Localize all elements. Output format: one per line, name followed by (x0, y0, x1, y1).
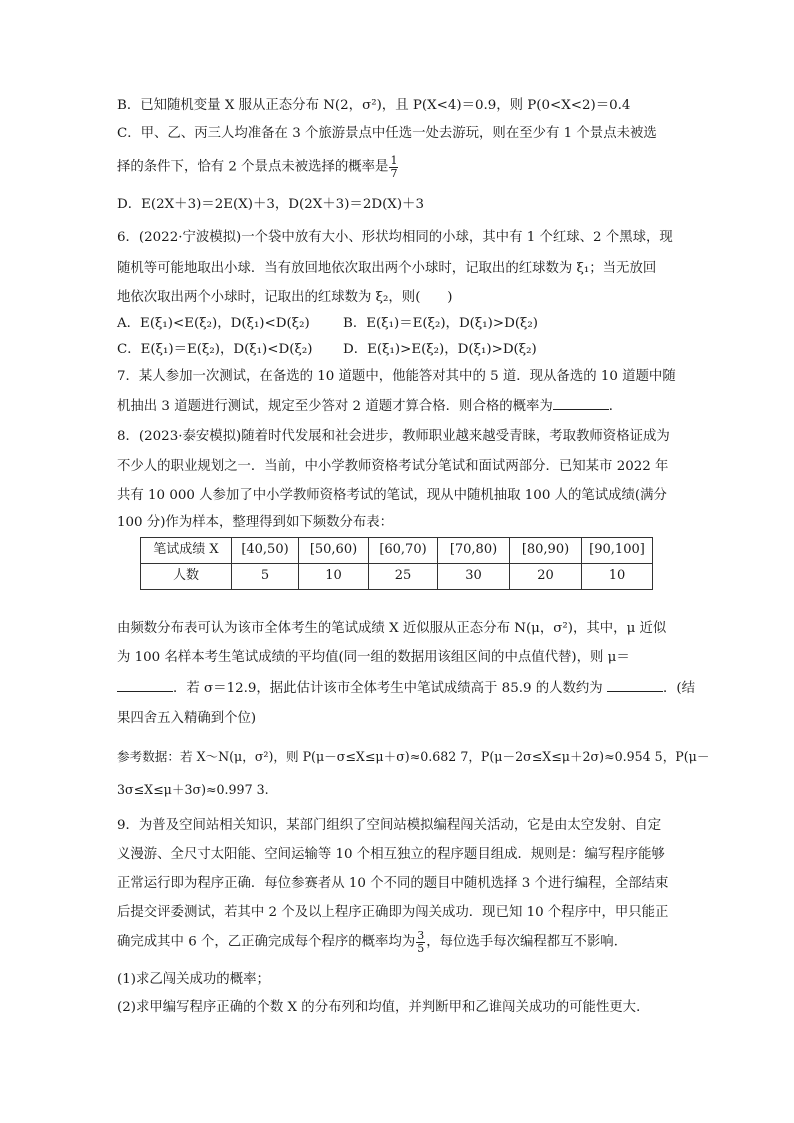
q6-option-d: D．E(ξ₁)>E(ξ₂)，D(ξ₁)>D(ξ₂) (343, 342, 537, 357)
q6-line3: 地依次取出两个小球时，记取出的红球数为 ξ₂，则( ) (117, 290, 453, 305)
answer-blank (553, 397, 609, 410)
q9-line5-text: 确完成其中 6 个，乙正确完成每个程序的概率均为 (117, 934, 416, 950)
table-row (141, 564, 653, 590)
q8-reference-line1: 参考数据：若 X～N(μ，σ²)，则 P(μ－σ≤X≤μ＋σ)≈0.682 7，P(μ－2σ≤X≤μ＋2σ)≈0.954 5，P(μ－ (117, 749, 710, 764)
table-cell: 笔试成绩 X (141, 538, 232, 564)
q9-line2: 义漫游、全尺寸太阳能、空间运输等 10 个相互独立的程序题目组成．规则是：编写程序能够 (117, 847, 665, 862)
q7-line2-text: 机抽出 3 道题进行测试，规定至少答对 2 道题才算合格．则合格的概率为 (117, 399, 553, 414)
q9-line3: 正常运行即为程序正确．每位参赛者从 10 个不同的题目中随机选择 3 个进行编程，全部结束 (117, 876, 669, 891)
q9-fraction (416, 930, 425, 954)
table-cell: [40,50) (232, 538, 299, 564)
table-cell: [60,70) (369, 538, 438, 564)
table-cell: 人数 (141, 564, 232, 590)
answer-blank (607, 679, 663, 692)
q7-line2 (117, 397, 622, 414)
q9-subquestion-2: (2)求甲编写程序正确的个数 X 的分布列和均值，并判断甲和乙谁闯关成功的可能性更大． (117, 1000, 650, 1015)
q8-after-table-line3 (117, 679, 695, 696)
q8-after-table-line1: 由频数分布表可认为该市全体考生的笔试成绩 X 近似服从正态分布 N(μ，σ²)，其中，μ 近似 (117, 621, 667, 636)
q6-option-c: C．E(ξ₁)＝E(ξ₂)，D(ξ₁)<D(ξ₂) (117, 342, 313, 357)
q5-option-c-text: 择的条件下，恰有 2 个景点未被选择的概率是 (117, 159, 389, 175)
q8-line2: 不少人的职业规划之一．当前，中小学教师资格考试分笔试和面试两部分．已知某市 2022 年 (117, 459, 669, 474)
q6-option-a: A．E(ξ₁)<E(ξ₂)，D(ξ₁)<D(ξ₂) (117, 316, 310, 331)
q5-option-c-line2 (117, 155, 399, 179)
fraction-numerator: 3 (417, 929, 425, 942)
table-cell: 10 (582, 564, 653, 590)
table-cell: 20 (510, 564, 582, 590)
q9-subquestion-1: (1)求乙闯关成功的概率； (117, 972, 270, 987)
q6-option-b: B．E(ξ₁)＝E(ξ₂)，D(ξ₁)>D(ξ₂) (343, 316, 539, 331)
q8-line3: 共有 10 000 人参加了中小学教师资格考试的笔试，现从中随机抽取 100 人的笔试成绩(满分 (117, 488, 667, 503)
q9-line1: 9．为普及空间站相关知识，某部门组织了空间站模拟编程闯关活动，它是由太空发射、自定 (117, 818, 662, 833)
q7-line1: 7．某人参加一次测试，在备选的 10 道题中，他能答对其中的 5 道．现从备选的 10 道题中随 (117, 369, 676, 384)
table-cell: 30 (438, 564, 510, 590)
table-cell: 10 (299, 564, 369, 590)
fraction-numerator: 1 (390, 154, 398, 167)
q5-option-d: D．E(2X＋3)＝2E(X)＋3，D(2X＋3)＝2D(X)＋3 (117, 197, 424, 212)
table-cell: [80,90) (510, 538, 582, 564)
q9-line5-suffix: ，每位选手每次编程都互不影响． (426, 934, 628, 950)
table-cell: 5 (232, 564, 299, 590)
q8-after-table-line2: 为 100 名样本考生笔试成绩的平均值(同一组的数据用该组区间的中点值代替)，则 μ＝ (117, 650, 630, 665)
table-cell: [90,100] (582, 538, 653, 564)
fraction-denominator: 7 (390, 166, 398, 180)
table-cell: 25 (369, 564, 438, 590)
q8-after-table-line4: 果四舍五入精确到个位) (117, 711, 257, 726)
q8-line3-end: ．(结 (662, 681, 695, 696)
fraction-denominator: 5 (417, 941, 425, 955)
q7-line2-end: ． (608, 399, 623, 414)
q6-line1: 6．(2022·宁波模拟)一个袋中放有大小、形状均相同的小球，其中有 1 个红球、2 个黑球，现 (117, 230, 673, 245)
q5-option-b: B．已知随机变量 X 服从正态分布 N(2，σ²)，且 P(X<4)＝0.9，则 P(0<X<2)＝0.4 (117, 98, 631, 113)
table-cell: [50,60) (299, 538, 369, 564)
answer-blank (117, 679, 173, 692)
q9-line4: 后提交评委测试，若其中 2 个及以上程序正确即为闯关成功．现已知 10 个程序中，甲只能正 (117, 905, 669, 920)
frequency-table (140, 537, 653, 590)
q5-option-c-fraction (389, 155, 398, 179)
q8-reference-line2: 3σ≤X≤μ＋3σ)≈0.997 3. (117, 782, 269, 797)
table-header-row (141, 538, 653, 564)
q9-line5 (117, 930, 627, 954)
q8-line4: 100 分)作为样本，整理得到如下频数分布表： (117, 515, 394, 530)
q6-line2: 随机等可能地取出小球．当有放回地依次取出两个小球时，记取出的红球数为 ξ₁；当无放回 (117, 261, 657, 276)
table-cell: [70,80) (438, 538, 510, 564)
q8-line1: 8．(2023·泰安模拟)随着时代发展和社会进步，教师职业越来越受青睐，考取教师资格证成为 (117, 429, 670, 444)
q5-option-c-line1: C．甲、乙、丙三人均准备在 3 个旅游景点中任选一处去游玩，则在至少有 1 个景点未被选 (117, 126, 657, 141)
q8-line3-mid: ．若 σ＝12.9，据此估计该市全体考生中笔试成绩高于 85.9 的人数约为 (173, 681, 603, 696)
